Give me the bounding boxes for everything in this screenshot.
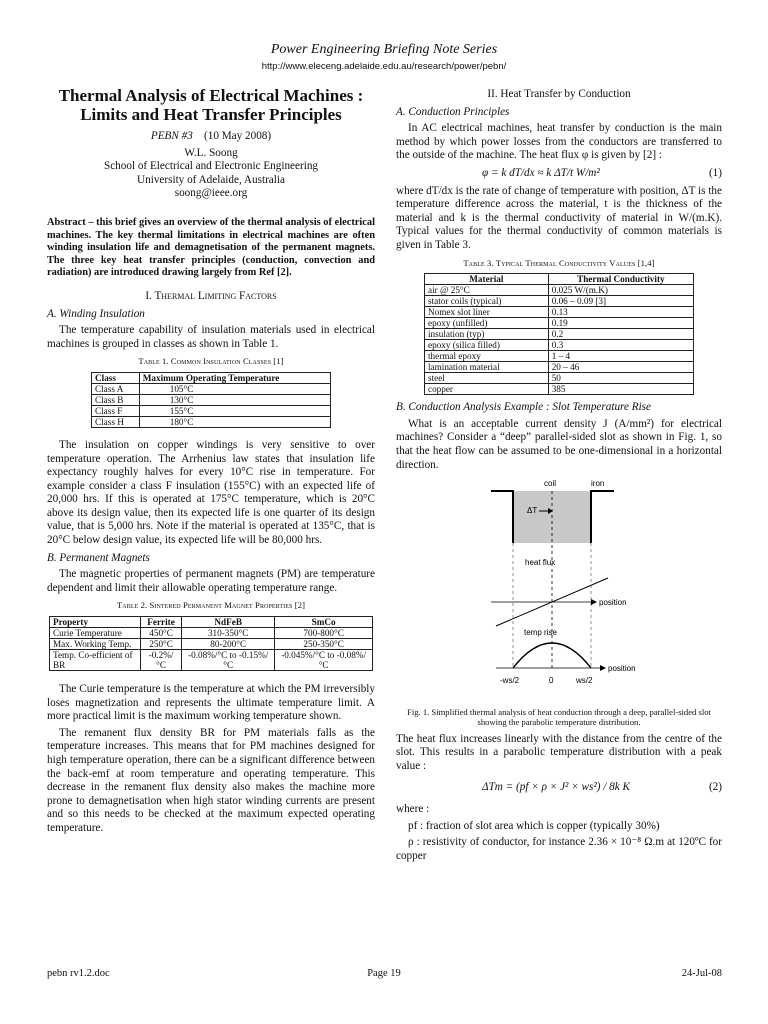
table-row xyxy=(425,340,694,351)
label-position-2: position xyxy=(608,664,636,674)
series-title: Power Engineering Briefing Note Series xyxy=(270,42,498,57)
table-header: Thermal Conductivity xyxy=(548,274,693,285)
label-zero: 0 xyxy=(549,676,554,686)
table-3 xyxy=(424,273,694,395)
equation-1 xyxy=(396,167,722,181)
label-pos-ws: ws/2 xyxy=(576,676,593,686)
equation-1-body: φ = k dT/dx ≈ k ΔT/t W/m² xyxy=(482,166,600,179)
table-cell: lamination material xyxy=(425,362,549,373)
title-line-2: Limits and Heat Transfer Principles xyxy=(80,105,342,124)
table-cell: copper xyxy=(425,384,549,395)
paragraph: What is an acceptable current density J (A/mm²) for electrical machines? Consider a “deep” parallel-sided slot as shown in Fig. 1, so that the heat flow can be assumed to be one-dimensional in a horizontal direction. xyxy=(396,417,722,471)
table-row xyxy=(425,296,694,307)
table-row xyxy=(425,285,694,296)
table-cell: 250-350°C xyxy=(275,639,373,650)
abstract: Abstract – this brief gives an overview of the thermal analysis of electrical machines. The key thermal limitations in electrical machines are often winding insulation life and demagnetisation of the permanent magnets. The three key heat transfer principles (conduction, convection and radiation) are introduced drawing largely from Ref [2]. xyxy=(47,216,375,279)
table-cell: Temp. Co-efficient of BR xyxy=(50,650,141,671)
table-cell: 0.06 – 0.09 [3] xyxy=(548,296,693,307)
table-row xyxy=(425,384,694,395)
table-1 xyxy=(91,372,331,428)
table-cell: 0.13 xyxy=(548,307,693,318)
table-cell: 180°C xyxy=(139,416,330,427)
table-cell: air @ 25°C xyxy=(425,285,549,296)
where-label: where : xyxy=(396,803,430,816)
footer-page-number: Page 19 xyxy=(367,968,401,979)
table-row xyxy=(92,394,331,405)
section-1-title: I. Thermal Limiting Factors xyxy=(145,289,277,302)
email[interactable]: soong@ieee.org xyxy=(174,187,248,200)
label-dt: ΔT xyxy=(527,506,538,516)
equation-2-number: (2) xyxy=(708,781,722,794)
paragraph: The magnetic properties of permanent magnets (PM) are temperature dependent and limit their allowable operating temperature range. xyxy=(47,568,375,594)
table-header: Property xyxy=(50,617,141,628)
label-position-1: position xyxy=(599,598,627,608)
label-coil: coil xyxy=(544,479,557,489)
heatflux-axis-arrow xyxy=(591,599,597,605)
subsection-permanent-magnets: B. Permanent Magnets xyxy=(47,551,150,564)
footer-filename: pebn rv1.2.doc xyxy=(47,968,110,979)
table-cell: steel xyxy=(425,373,549,384)
table-cell: Class F xyxy=(92,405,140,416)
label-temprise: temp rise xyxy=(524,628,557,638)
table-cell: Nomex slot liner xyxy=(425,307,549,318)
table-cell: Class H xyxy=(92,416,140,427)
table-cell: 50 xyxy=(548,373,693,384)
table-cell: Curie Temperature xyxy=(50,628,141,639)
table-header: Material xyxy=(425,274,549,285)
table-cell: -0.08%/°C to -0.15%/°C xyxy=(182,650,275,671)
table-cell: epoxy (silica filled) xyxy=(425,340,549,351)
table-header-row xyxy=(92,372,331,383)
paragraph: where dT/dx is the rate of change of temperature with position, ΔT is the temperature difference across the material, t is the thickness of the material and k is the thermal conductivity of material in W/(m.K). Typical values for the thermal conductivity of common materials is given in Table 3. xyxy=(396,184,722,251)
table-row xyxy=(50,639,373,650)
table-cell: 450°C xyxy=(141,628,182,639)
table-row xyxy=(92,416,331,427)
table-cell: epoxy (unfilled) xyxy=(425,318,549,329)
table-cell: 0.2 xyxy=(548,329,693,340)
table-header: Maximum Operating Temperature xyxy=(139,372,330,383)
definition-rho: ρ : resistivity of conductor, for instance 2.36 × 10⁻⁸ Ω.m at 120ºC for copper xyxy=(396,836,722,862)
paragraph: The temperature capability of insulation materials used in electrical machines is grouped in classes as shown in Table 1. xyxy=(47,324,375,350)
left-column xyxy=(47,86,375,839)
paragraph: The Curie temperature is the temperature at which the PM irreversibly loses magnetization and represents the ultimate temperature limit. A more practical limit is the maximum working temperature shown. xyxy=(47,683,375,723)
table-header: Ferrite xyxy=(141,617,182,628)
equation-2-body: ΔTm = (pf × ρ × J² × ws²) / 8k K xyxy=(482,781,630,794)
table-header-row xyxy=(50,617,373,628)
table-row xyxy=(425,351,694,362)
affiliation-1: School of Electrical and Electronic Engineering xyxy=(103,160,319,173)
label-neg-ws: -ws/2 xyxy=(500,676,520,686)
table-cell: 385 xyxy=(548,384,693,395)
table-cell: 250°C xyxy=(141,639,182,650)
table-row xyxy=(92,383,331,394)
table-header-row xyxy=(425,274,694,285)
table-cell: 20 – 46 xyxy=(548,362,693,373)
series-url[interactable]: http://www.eleceng.adelaide.edu.au/research/power/pebn/ xyxy=(261,61,507,72)
pebn-date: (10 May 2008) xyxy=(204,130,272,142)
table-row xyxy=(425,329,694,340)
footer-date: 24-Jul-08 xyxy=(681,968,722,979)
table-header: Class xyxy=(92,372,140,383)
table-cell: 700-800°C xyxy=(275,628,373,639)
table-cell: 1 – 4 xyxy=(548,351,693,362)
paper-title xyxy=(47,86,375,124)
slot-diagram xyxy=(396,476,722,698)
table-cell: Class A xyxy=(92,383,140,394)
figure-1 xyxy=(396,476,722,703)
table-row xyxy=(425,318,694,329)
author: W.L. Soong xyxy=(184,146,238,159)
subsection-slot-temperature-rise: B. Conduction Analysis Example : Slot Temperature Rise xyxy=(396,401,652,414)
table-3-caption: Table 3. Typical Thermal Conductivity Values [1,4] xyxy=(463,257,655,268)
table-row xyxy=(425,373,694,384)
equation-2 xyxy=(396,781,722,795)
table-cell: 310-350°C xyxy=(182,628,275,639)
temprise-axis-arrow xyxy=(600,665,606,671)
table-row xyxy=(92,405,331,416)
table-header: NdFeB xyxy=(182,617,275,628)
table-1-caption: Table 1. Common Insulation Classes [1] xyxy=(138,356,284,367)
equation-1-number: (1) xyxy=(708,166,722,179)
table-cell: 0.3 xyxy=(548,340,693,351)
table-cell: stator coils (typical) xyxy=(425,296,549,307)
table-cell: -0.045%/°C to -0.08%/°C xyxy=(275,650,373,671)
paragraph: The remanent flux density BR for PM materials falls as the temperature increases. This means that for PM machines designed for high temperature operation, there can be a significant difference between the back-emf at room temperature and operating temperature. This decrease in the remanent flux density also makes the machine more prone to demagnetisation when high stator winding currents are present and so this needs to be checked at the maximum expected operating temperature. xyxy=(47,726,375,834)
table-cell: 80-200°C xyxy=(182,639,275,650)
pebn-number: PEBN #3 xyxy=(150,130,193,142)
table-header: SmCo xyxy=(275,617,373,628)
subsection-conduction-principles: A. Conduction Principles xyxy=(396,105,510,118)
label-iron: iron xyxy=(591,479,605,489)
table-2 xyxy=(49,616,373,671)
table-cell: 105°C xyxy=(139,383,330,394)
table-cell: 130°C xyxy=(139,394,330,405)
paragraph: The heat flux increases linearly with the distance from the centre of the slot. This results in a parabolic temperature distribution with a peak value : xyxy=(396,732,722,772)
table-cell: Class B xyxy=(92,394,140,405)
table-2-caption: Table 2. Sintered Permanent Magnet Properties [2] xyxy=(116,600,306,611)
table-cell: 155°C xyxy=(139,405,330,416)
definition-pf: pf : fraction of slot area which is copper (typically 30%) xyxy=(408,819,660,832)
affiliation-2: University of Adelaide, Australia xyxy=(137,173,285,186)
table-cell: thermal epoxy xyxy=(425,351,549,362)
table-cell: -0.2%/°C xyxy=(141,650,182,671)
paragraph: In AC electrical machines, heat transfer by conduction is the main method by which power losses from the conductors are transferred to the outside of the machine. The heat flux φ is given by [2] : xyxy=(396,122,722,162)
section-2-title: II. Heat Transfer by Conduction xyxy=(487,88,631,100)
right-column xyxy=(396,86,722,866)
title-line-1: Thermal Analysis of Electrical Machines : xyxy=(58,86,364,105)
table-cell: 0.19 xyxy=(548,318,693,329)
table-row xyxy=(425,307,694,318)
table-cell: insulation (typ) xyxy=(425,329,549,340)
figure-1-caption: Fig. 1. Simplified thermal analysis of heat conduction through a deep, parallel-sided slot showing the parabolic temperature distribution. xyxy=(407,706,711,727)
subsection-winding-insulation: A. Winding Insulation xyxy=(47,307,145,320)
table-row xyxy=(50,628,373,639)
table-row xyxy=(50,650,373,671)
table-row xyxy=(425,362,694,373)
table-cell: Max. Working Temp. xyxy=(50,639,141,650)
label-heatflux: heat flux xyxy=(525,558,556,568)
paragraph: The insulation on copper windings is very sensitive to over temperature operation. The Arrhenius law states that insulation life expectancy roughly halves for every 10°C rise in temperature. For example consider a class F insulation (155°C) with an expected life of 20,000 hrs. If this is operated at 175°C temperature, which is 20°C above its design value, then its expected life is one quarter of its design value, that is 5,000 hrs. Note if the material is operated at 135°C, that is 20°C below design value, its expected life will be 80,000 hrs. xyxy=(47,438,375,547)
table-cell: 0.025 W/(m.K) xyxy=(548,285,693,296)
pebn-line xyxy=(47,130,375,144)
